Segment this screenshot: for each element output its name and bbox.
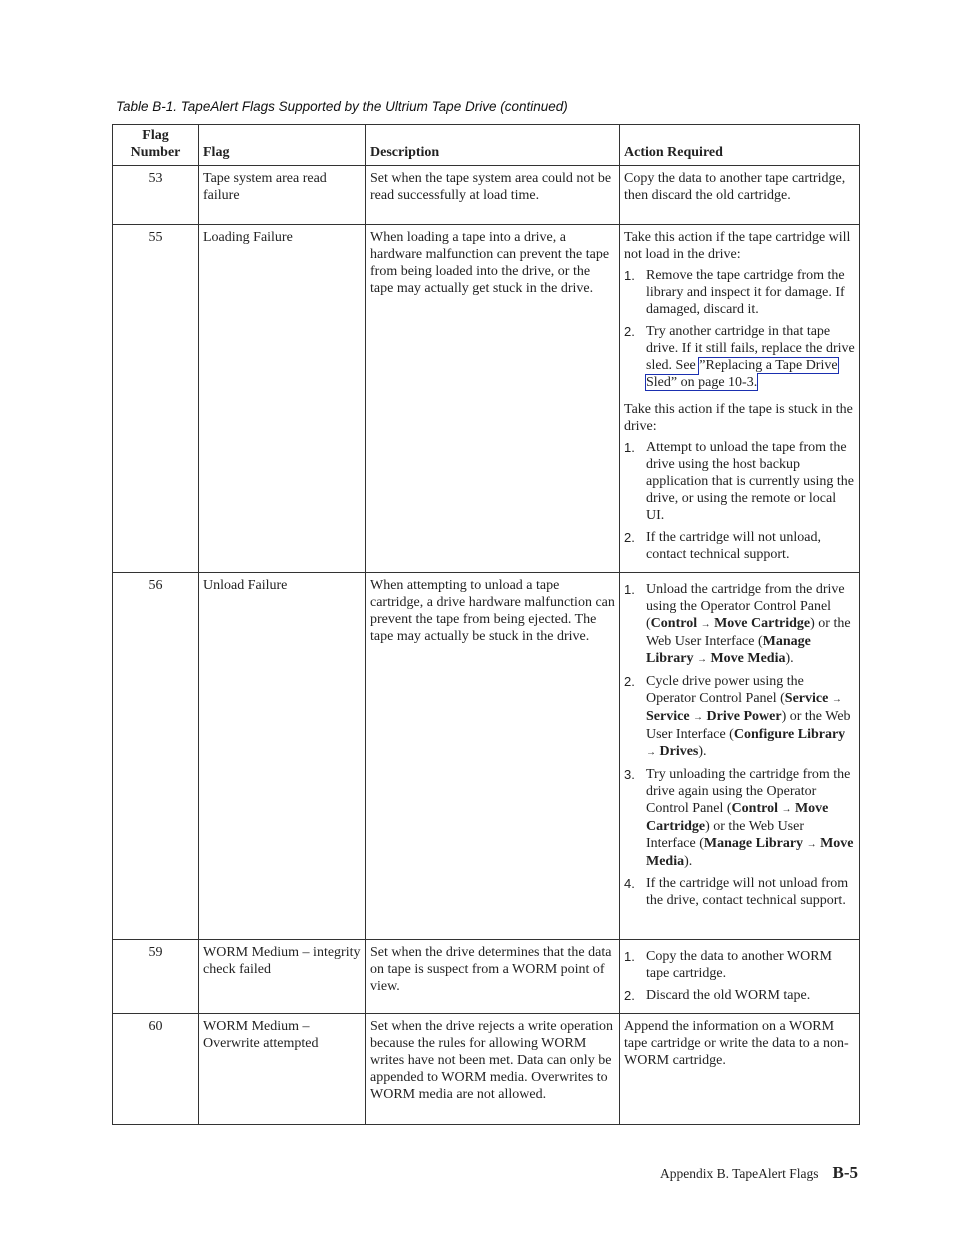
arrow-icon: → — [696, 654, 707, 665]
action-step: 2. If the cartridge will not unload, contact technical support. — [624, 530, 821, 562]
action-steps — [624, 948, 855, 1004]
action-required: Append the information on a WORM tape cartridge or write the data to a non-WORM cartridge. — [620, 1014, 860, 1125]
flag-number: 59 — [113, 940, 199, 1014]
flag-description: Set when the drive determines that the data on tape is suspect from a WORM point of view. — [366, 940, 620, 1014]
replacing-tape-drive-sled-link[interactable]: ”Replacing a Tape Drive Sled” on page 10-3. — [646, 358, 838, 390]
action-steps — [624, 581, 855, 909]
action-steps — [624, 439, 855, 563]
arrow-icon: → — [693, 712, 704, 723]
action-step: 1. Unload the cartridge from the drive using the Operator Control Panel (Control → Move Cartridge) or the Web User Interface (Manage Library → Move Media). — [624, 582, 851, 666]
action-step: 1. Copy the data to another WORM tape cartridge. — [624, 949, 832, 981]
arrow-icon: → — [831, 694, 842, 705]
arrow-icon: → — [646, 747, 656, 758]
action-steps — [624, 267, 855, 391]
action-required — [620, 573, 860, 940]
table-row — [113, 1014, 860, 1125]
flag-number: 55 — [113, 225, 199, 573]
table-row — [113, 225, 860, 573]
table-row — [113, 940, 860, 1014]
flag-name: WORM Medium – Overwrite attempted — [199, 1014, 366, 1125]
action-step: 4. If the cartridge will not unload from the drive, contact technical support. — [624, 876, 849, 908]
table-header-row — [113, 125, 860, 166]
flag-number: 53 — [113, 166, 199, 225]
arrow-icon: → — [781, 804, 792, 815]
page-number: B-5 — [832, 1163, 858, 1182]
table-row — [113, 573, 860, 940]
flag-number: 56 — [113, 573, 199, 940]
page-footer — [660, 1163, 858, 1183]
flag-name: WORM Medium – integrity check failed — [199, 940, 366, 1014]
flag-description: Set when the tape system area could not be read successfully at load time. — [366, 166, 620, 225]
header-action-required: Action Required — [620, 125, 860, 166]
flag-description: When loading a tape into a drive, a hardware malfunction can prevent the tape from being loaded into the drive, or the tape may actually get stuck in the drive. — [366, 225, 620, 573]
action-step: 2. Try another cartridge in that tape drive. If it still fails, replace the drive sled. See ”Replacing a Tape Drive Sled” on page 10-3. — [624, 324, 855, 390]
action-step: 2. Discard the old WORM tape. — [624, 988, 811, 1003]
flag-description: Set when the drive rejects a write operation because the rules for allowing WORM writes have not been met. Data can only be appended to WORM media. Overwrites to WORM media are not allowed. — [366, 1014, 620, 1125]
action-intro: Take this action if the tape is stuck in the drive: — [624, 402, 853, 434]
action-required — [620, 225, 860, 573]
table-row — [113, 166, 860, 225]
action-step: 1. Remove the tape cartridge from the library and inspect it for damage. If damaged, discard it. — [624, 268, 845, 317]
action-required: Copy the data to another tape cartridge, then discard the old cartridge. — [620, 166, 860, 225]
action-required — [620, 940, 860, 1014]
header-flag: Flag — [199, 125, 366, 166]
flag-name: Tape system area read failure — [199, 166, 366, 225]
flag-description: When attempting to unload a tape cartridge, a drive hardware malfunction can prevent the tape from being ejected. The tape may actually be stuck in the drive. — [366, 573, 620, 940]
action-step: 2. Cycle drive power using the Operator Control Panel (Service → Service → Drive Power) or the Web User Interface (Configure Library → Drives). — [624, 674, 851, 759]
action-step: 1. Attempt to unload the tape from the drive using the host backup application that is currently using the drive, or using the remote or local UI. — [624, 440, 855, 523]
flag-name: Unload Failure — [199, 573, 366, 940]
table-caption: Table B-1. TapeAlert Flags Supported by the Ultrium Tape Drive (continued) — [116, 99, 568, 114]
header-description: Description — [366, 125, 620, 166]
header-flag-number: Flag Number — [113, 125, 199, 166]
arrow-icon: → — [806, 839, 817, 850]
tapealert-flags-table — [112, 124, 860, 1125]
flag-name: Loading Failure — [199, 225, 366, 573]
action-intro: Take this action if the tape cartridge will not load in the drive: — [624, 230, 851, 262]
footer-section-title: Appendix B. TapeAlert Flags — [659, 1166, 819, 1181]
action-step: 3. Try unloading the cartridge from the drive again using the Operator Control Panel (Control → Move Cartridge) or the Web User Interface (Manage Library → Move Media). — [624, 767, 854, 869]
flag-number: 60 — [113, 1014, 199, 1125]
arrow-icon: → — [700, 619, 711, 630]
